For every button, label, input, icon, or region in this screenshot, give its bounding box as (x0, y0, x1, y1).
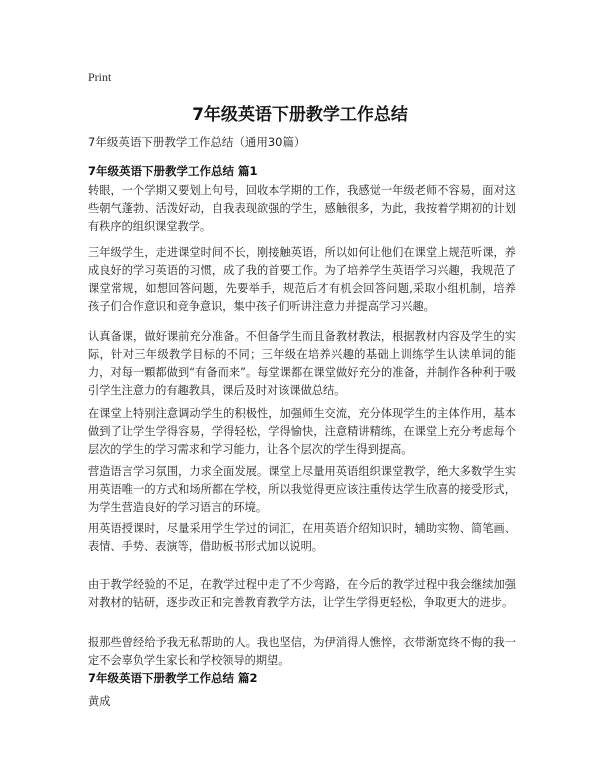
section-heading-1: 7年级英语下册教学工作总结 篇1 (88, 164, 258, 178)
paragraph-5: 营造语言学习氛围，力求全面发展。课堂上尽量用英语组织课堂教学，绝大多数学生实用英语唯一的方式和场所都在学校，所以我觉得更应该注重传达学生欣喜的接受形式，为学生营造良好的学习语言的环境。 (88, 465, 516, 514)
paragraph-1: 转眼，一个学期又要划上句号，回收本学期的工作，我感觉一年级老师不容易，面对这些朝气蓬勃、活泼好动，自我表现欲强的学生，感触很多，为此，我按着学期初的计划有秩序的组织课堂教学。 (88, 184, 516, 233)
paragraph-8: 报那些曾经给予我无私帮助的人。我也坚信，为伊消得人憔悴，衣带渐宽终不悔的我一定不会辜负学生家长和学校领导的期望。 (88, 636, 516, 667)
paragraph-7: 由于教学经验的不足，在教学过程中走了不少弯路，在今后的教学过程中我会继续加强对教材的钻研，逐步改正和完善教育教学方法，让学生学得更轻松，争取更大的进步。 (88, 578, 516, 609)
document-subtitle: 7年级英语下册教学工作总结（通用30篇） (88, 135, 306, 149)
paragraph-2: 三年级学生，走进课堂时间不长，刚接触英语，所以如何让他们在课堂上规范听课，养成良好的学习英语的习惯，成了我的首要工作。为了培养学生英语学习兴趣，我规范了课堂常规，如想回答问题，先要举手，规范后才有机会回答问题,采取小组机制，培养孩子们合作意识和竞争意识，集中孩子们听讲注意力并提高学习兴趣。 (88, 246, 516, 313)
print-link[interactable]: Print (88, 70, 112, 84)
paragraph-3: 认真备课，做好课前充分准备。不但备学生而且备教材教法，根据教材内容及学生的实际，针对三年级教学目标的不同；三年级在培养兴趣的基础上训练学生认读单词的能力，对每一顆都做到“有备而来”。每堂课都在课堂做好充分的准备，并制作各种利于吸引学生注意力的有趣教具，课后及时对该课做总结。 (88, 330, 516, 397)
paragraph-9: 黄成 (88, 695, 111, 708)
section-heading-2: 7年级英语下册教学工作总结 篇2 (88, 671, 258, 685)
paragraph-6: 用英语授课时，尽量采用学生学过的词汇，在用英语介绍知识时，辅助实物、简笔画、表情、手势、表演等，借助板书形式加以说明。 (88, 522, 516, 553)
document-title: 7年级英语下册教学工作总结 (192, 105, 408, 125)
paragraph-4: 在课堂上特别注意调动学生的积极性，加强师生交流，充分体现学生的主体作用，基本做到了让学生学得容易，学得轻松，学得愉快，注意精讲精练，在课堂上充分考虑每个层次的学生的学习需求和学习能力，让各个层次的学生得到提高。 (88, 407, 516, 456)
